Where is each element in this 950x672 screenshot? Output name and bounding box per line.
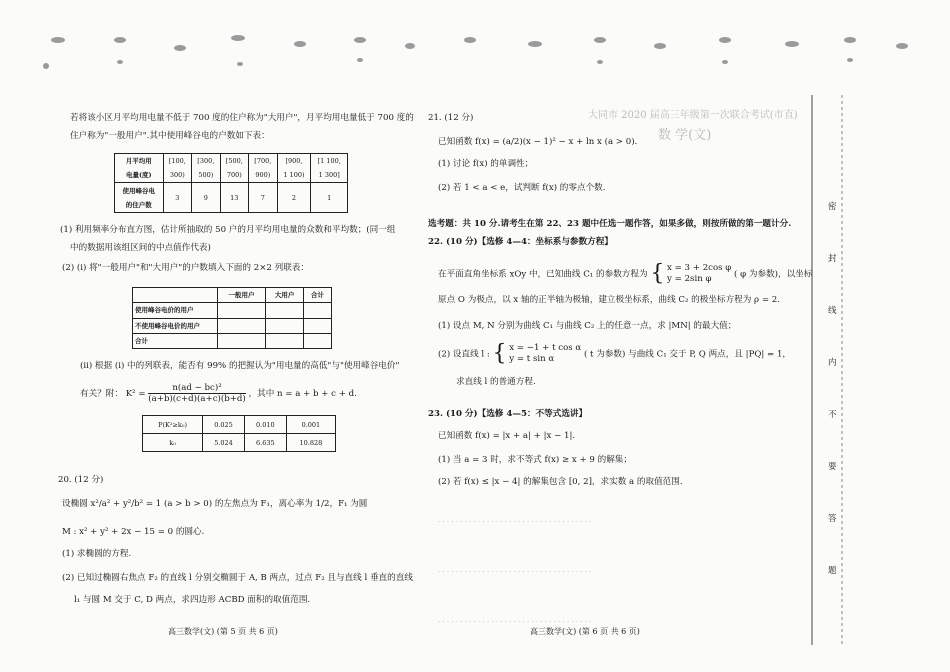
q22-text-b: ( φ 为参数)，以坐标: [734, 269, 813, 280]
ellipse-condition: (a > b > 0): [163, 499, 213, 509]
elective-note: 选考题：共 10 分.请考生在第 22、23 题中任选一题作答，如果多做，则按所做的第一题计分.: [428, 219, 792, 229]
brace-icon: {: [492, 341, 507, 366]
seal-char: 不: [828, 410, 837, 420]
k2-where: ，其中 n = a + b + c + d.: [248, 389, 357, 399]
q20-text-b: 的左焦点为 F₁，离心率为 1/2，F₁ 为圆: [214, 499, 368, 509]
contingency-table: [132, 287, 332, 349]
k-value: 10.828: [286, 434, 335, 452]
question-21-line1: 已知函数 f(x) = (a/2)(x − 1)² − x + ln x (a > 0).: [438, 137, 638, 147]
param-system: [667, 263, 731, 285]
contingency-cell: [266, 318, 304, 333]
question-22-header: 22. (10 分)【选修 4—4：坐标系与参数方程】: [428, 237, 613, 247]
seal-char: 内: [828, 358, 837, 368]
line-param-system: [509, 343, 581, 365]
bleed-through: · · · · · · · · · · · · · · · · · · · · · · · · · · · · · · · · · · ·: [438, 568, 592, 576]
bleed-through: · · · · · · · · · · · · · · · · · · · · · · · · · · · · · · · · · · ·: [438, 518, 592, 526]
line-eq-y: y = t sin α: [509, 354, 555, 364]
question-21-part1: (1) 讨论 f(x) 的单调性；: [438, 159, 534, 169]
k-value: 6.635: [244, 434, 286, 452]
contingency-header: 合计: [304, 288, 332, 303]
contingency-cell: [218, 318, 266, 333]
question-20-part1: (1) 求椭圆的方程.: [62, 549, 132, 559]
question-22-line1: [438, 263, 812, 285]
question-23-line1: 已知函数 f(x) = |x + a| + |x − 1|.: [438, 431, 576, 441]
question-20-part2-line1: (2) 已知过椭圆右焦点 F₂ 的直线 l 分别交椭圆于 A, B 两点，过点 F₂ 且与直线 l 垂直的直线: [62, 573, 413, 583]
contingency-header: 大用户: [266, 288, 304, 303]
contingency-row-label: 不使用峰谷电价的用户: [133, 318, 218, 333]
usage-table-col: [100, 300): [163, 154, 192, 183]
brace-icon: {: [650, 261, 665, 286]
question-22-part1: (1) 设点 M, N 分别为曲线 C₁ 与曲线 C₂ 上的任意一点，求 |MN| 的最大值；: [438, 321, 737, 331]
p-value: 0.010: [244, 416, 286, 434]
usage-table-head: 月平均用 电量(度): [115, 154, 164, 183]
contingency-cell: [304, 318, 332, 333]
seal-char: 题: [828, 566, 837, 576]
usage-table-cell: 7: [249, 183, 278, 213]
usage-table-cell: 13: [220, 183, 249, 213]
usage-table-col: [1 100, 1 300]: [311, 154, 348, 183]
contingency-header: 一般用户: [218, 288, 266, 303]
seal-char: 线: [828, 306, 837, 316]
q22-p2-text-a: (2) 设直线 l :: [438, 349, 490, 360]
question-21-header: 21. (12 分): [428, 113, 474, 123]
seal-char: 要: [828, 462, 837, 472]
question-22-part2-line2: 求直线 l 的普通方程.: [456, 377, 536, 387]
ghost-title: 大同市 2020 届高三年级第一次联合考试(市直): [588, 110, 798, 121]
contingency-cell: [266, 303, 304, 318]
contingency-cell: [218, 333, 266, 348]
usage-table: [114, 153, 348, 213]
usage-table-cell: 1: [311, 183, 348, 213]
intro-line2: 住户称为"一般用户".其中使用峰谷电的户数如下表：: [70, 131, 270, 141]
q22-text-a: 在平面直角坐标系 xOy 中，已知曲线 C₁ 的参数方程为: [438, 269, 648, 280]
contingency-cell: [218, 303, 266, 318]
usage-table-row-head: 使用峰谷电 的住户数: [115, 183, 164, 213]
question-23-part2: (2) 若 f(x) ≤ |x − 4| 的解集包含 [0, 2]，求实数 a 的取值范围.: [438, 477, 683, 487]
k2-formula-line: [80, 383, 357, 404]
question-21-part2: (2) 若 1 < a < e，试判断 f(x) 的零点个数.: [438, 183, 606, 193]
k2-fraction: [148, 383, 246, 404]
related-text: 有关？附：: [80, 389, 123, 399]
usage-table-col: [300, 500): [192, 154, 221, 183]
contingency-cell: [304, 303, 332, 318]
usage-table-cell: 2: [277, 183, 311, 213]
contingency-header: [133, 288, 218, 303]
right-footer: 高三数学(文) (第 6 页 共 6 页): [530, 627, 640, 636]
question-20-line1: [62, 497, 367, 511]
scan-artifacts: [0, 0, 950, 82]
contingency-row-label: 合计: [133, 333, 218, 348]
question-1-line2: 中的数据用该组区间的中点值作代表): [70, 243, 211, 253]
question-23-part1: (1) 当 a = 3 时，求不等式 f(x) ≥ x + 9 的解集；: [438, 455, 632, 465]
k-label: k₀: [143, 434, 203, 452]
ghost-subtitle: 数 学(文): [658, 128, 712, 143]
k2-denominator: (a+b)(c+d)(a+c)(b+d): [148, 394, 246, 404]
usage-table-cell: 9: [192, 183, 221, 213]
critical-value-table: [142, 415, 336, 452]
seal-strip: [790, 95, 850, 645]
k2-label: K² =: [125, 389, 146, 399]
question-1-line1: (1) 利用频率分布直方图，估计所抽取的 50 户的月平均用电量的众数和平均数；(同一组: [60, 225, 396, 235]
question-20-part2-line2: l₁ 与圆 M 交于 C, D 两点，求四边形 ACBD 面积的取值范围.: [74, 595, 311, 605]
p-value: 0.001: [286, 416, 335, 434]
q20-text-a: 设椭圆: [62, 499, 88, 509]
question-22-part2: [438, 343, 791, 365]
param-eq-y: y = 2sin φ: [667, 274, 712, 284]
contingency-row-label: 使用峰谷电价的用户: [133, 303, 218, 318]
question-23-header: 23. (10 分)【选修 4—5：不等式选讲】: [428, 409, 588, 419]
param-eq-x: x = 3 + 2cos φ: [667, 263, 732, 273]
question-2: (2) (i) 将"一般用户"和"大用户"的户数填入下面的 2×2 列联表：: [62, 263, 309, 273]
usage-table-cell: 3: [163, 183, 192, 213]
seal-char: 封: [828, 254, 837, 264]
usage-table-col: [700, 900): [249, 154, 278, 183]
question-22-line2: 原点 O 为极点，以 x 轴的正半轴为极轴，建立极坐标系，曲线 C₂ 的极坐标方程为 ρ = 2.: [438, 295, 780, 305]
line-eq-x: x = −1 + t cos α: [509, 343, 582, 353]
k-value: 5.024: [203, 434, 245, 452]
left-footer: 高三数学(文) (第 5 页 共 6 页): [168, 627, 278, 636]
question-2ii: (ii) 根据 (i) 中的列联表，能否有 99% 的把握认为"用电量的高低"与"使用峰谷电价": [80, 361, 400, 371]
intro-line1: 若将该小区月平均用电量不低于 700 度的住户称为"大用户"，月平均用电量低于 700 度的: [70, 113, 414, 123]
question-20-line2: M : x² + y² + 2x − 15 = 0 的圆心.: [62, 527, 205, 537]
k2-numerator: n(ad − bc)²: [148, 383, 246, 394]
p-value: 0.025: [203, 416, 245, 434]
q22-p2-text-b: ( t 为参数) 与曲线 C₁ 交于 P, Q 两点，且 |PQ| = 1，: [583, 349, 792, 360]
p-label: P(K²≥k₀): [143, 416, 203, 434]
contingency-cell: [304, 333, 332, 348]
seal-char: 密: [828, 202, 837, 212]
question-20-header: 20. (12 分): [58, 475, 104, 485]
usage-table-col: [900, 1 100): [277, 154, 311, 183]
usage-table-col: [500, 700): [220, 154, 249, 183]
seal-char: 答: [828, 514, 837, 524]
contingency-cell: [266, 333, 304, 348]
ellipse-equation: x²/a² + y²/b² = 1: [90, 499, 162, 509]
bleed-through: · · · · · · · · · · · · · · · · · · · · · · · · · · · · · · · · · · ·: [438, 618, 592, 626]
